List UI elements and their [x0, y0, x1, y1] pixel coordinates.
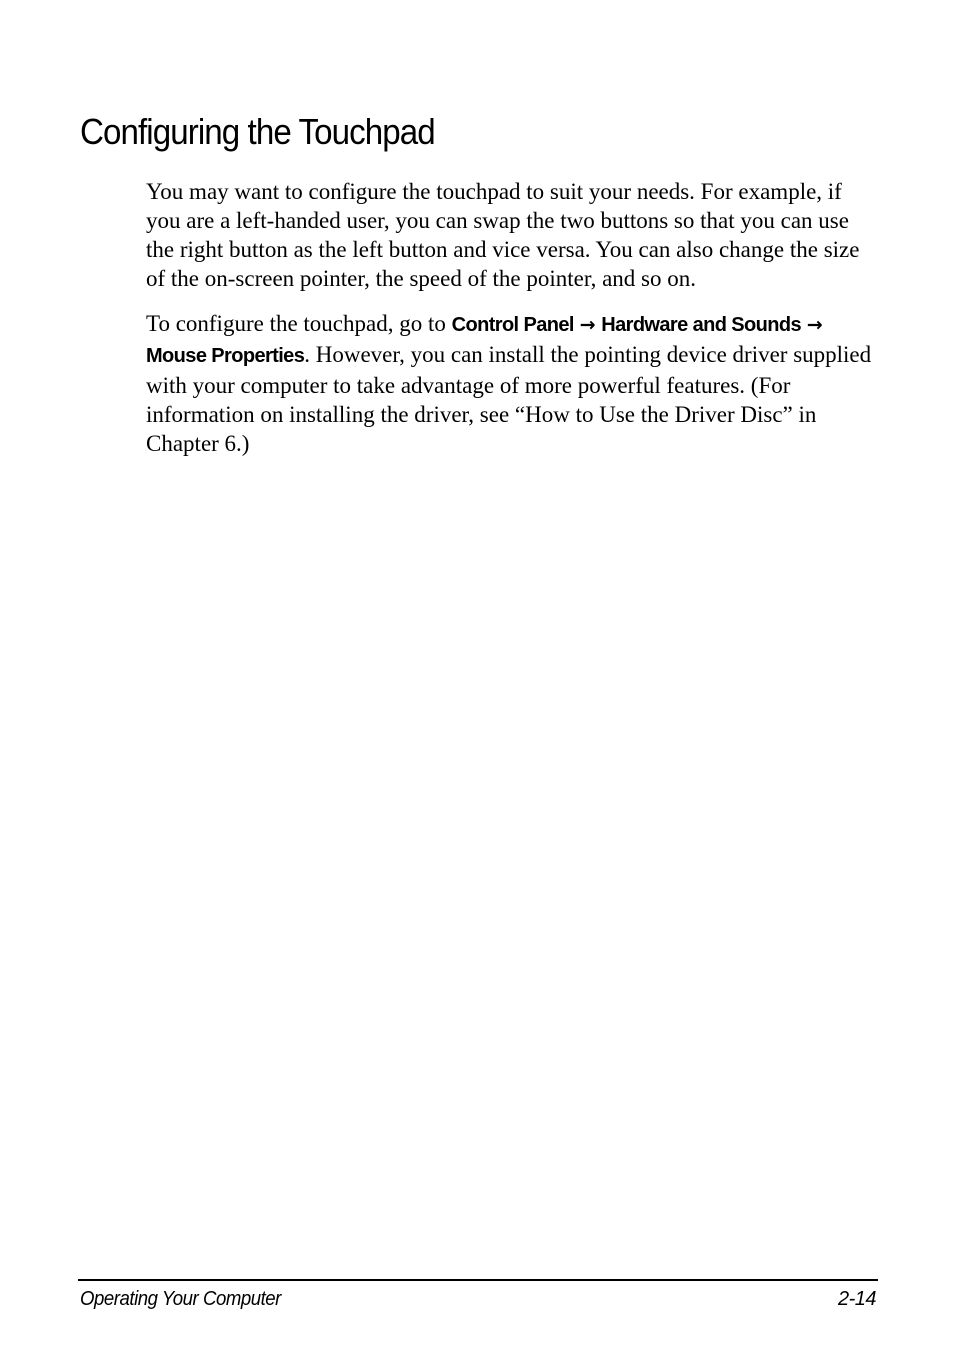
paragraph-configure — [146, 309, 878, 458]
page-title: Configuring the Touchpad — [80, 111, 435, 152]
paragraph-configure-rest: . However, you can install the pointing device driver supplied with your computer to take advantage of more powerful features. (For information on installing the driver, see “How to Use the Driver Disc” in Chapter 6.) — [146, 342, 872, 456]
footer-page-number: 2-14 — [837, 1288, 876, 1310]
menu-path-control-panel: Control Panel — [451, 314, 574, 336]
menu-path-mouse-properties: Mouse Properties — [146, 345, 305, 367]
footer-divider — [78, 1279, 878, 1281]
arrow-right-icon: → — [579, 314, 596, 336]
paragraph-configure-lead: To configure the touchpad, go to — [146, 311, 452, 336]
body-text — [146, 177, 878, 474]
menu-path-hardware-and-sounds: Hardware and Sounds — [601, 314, 802, 336]
footer-section-title: Operating Your Computer — [80, 1288, 281, 1310]
arrow-right-icon: → — [806, 314, 823, 336]
paragraph-intro: You may want to configure the touchpad to suit your needs. For example, if you are a left-handed user, you can swap the two buttons so that you can use the right button as the left button and vice versa. You can also change the size of the on-screen pointer, the speed of the pointer, and so on. — [146, 179, 860, 291]
